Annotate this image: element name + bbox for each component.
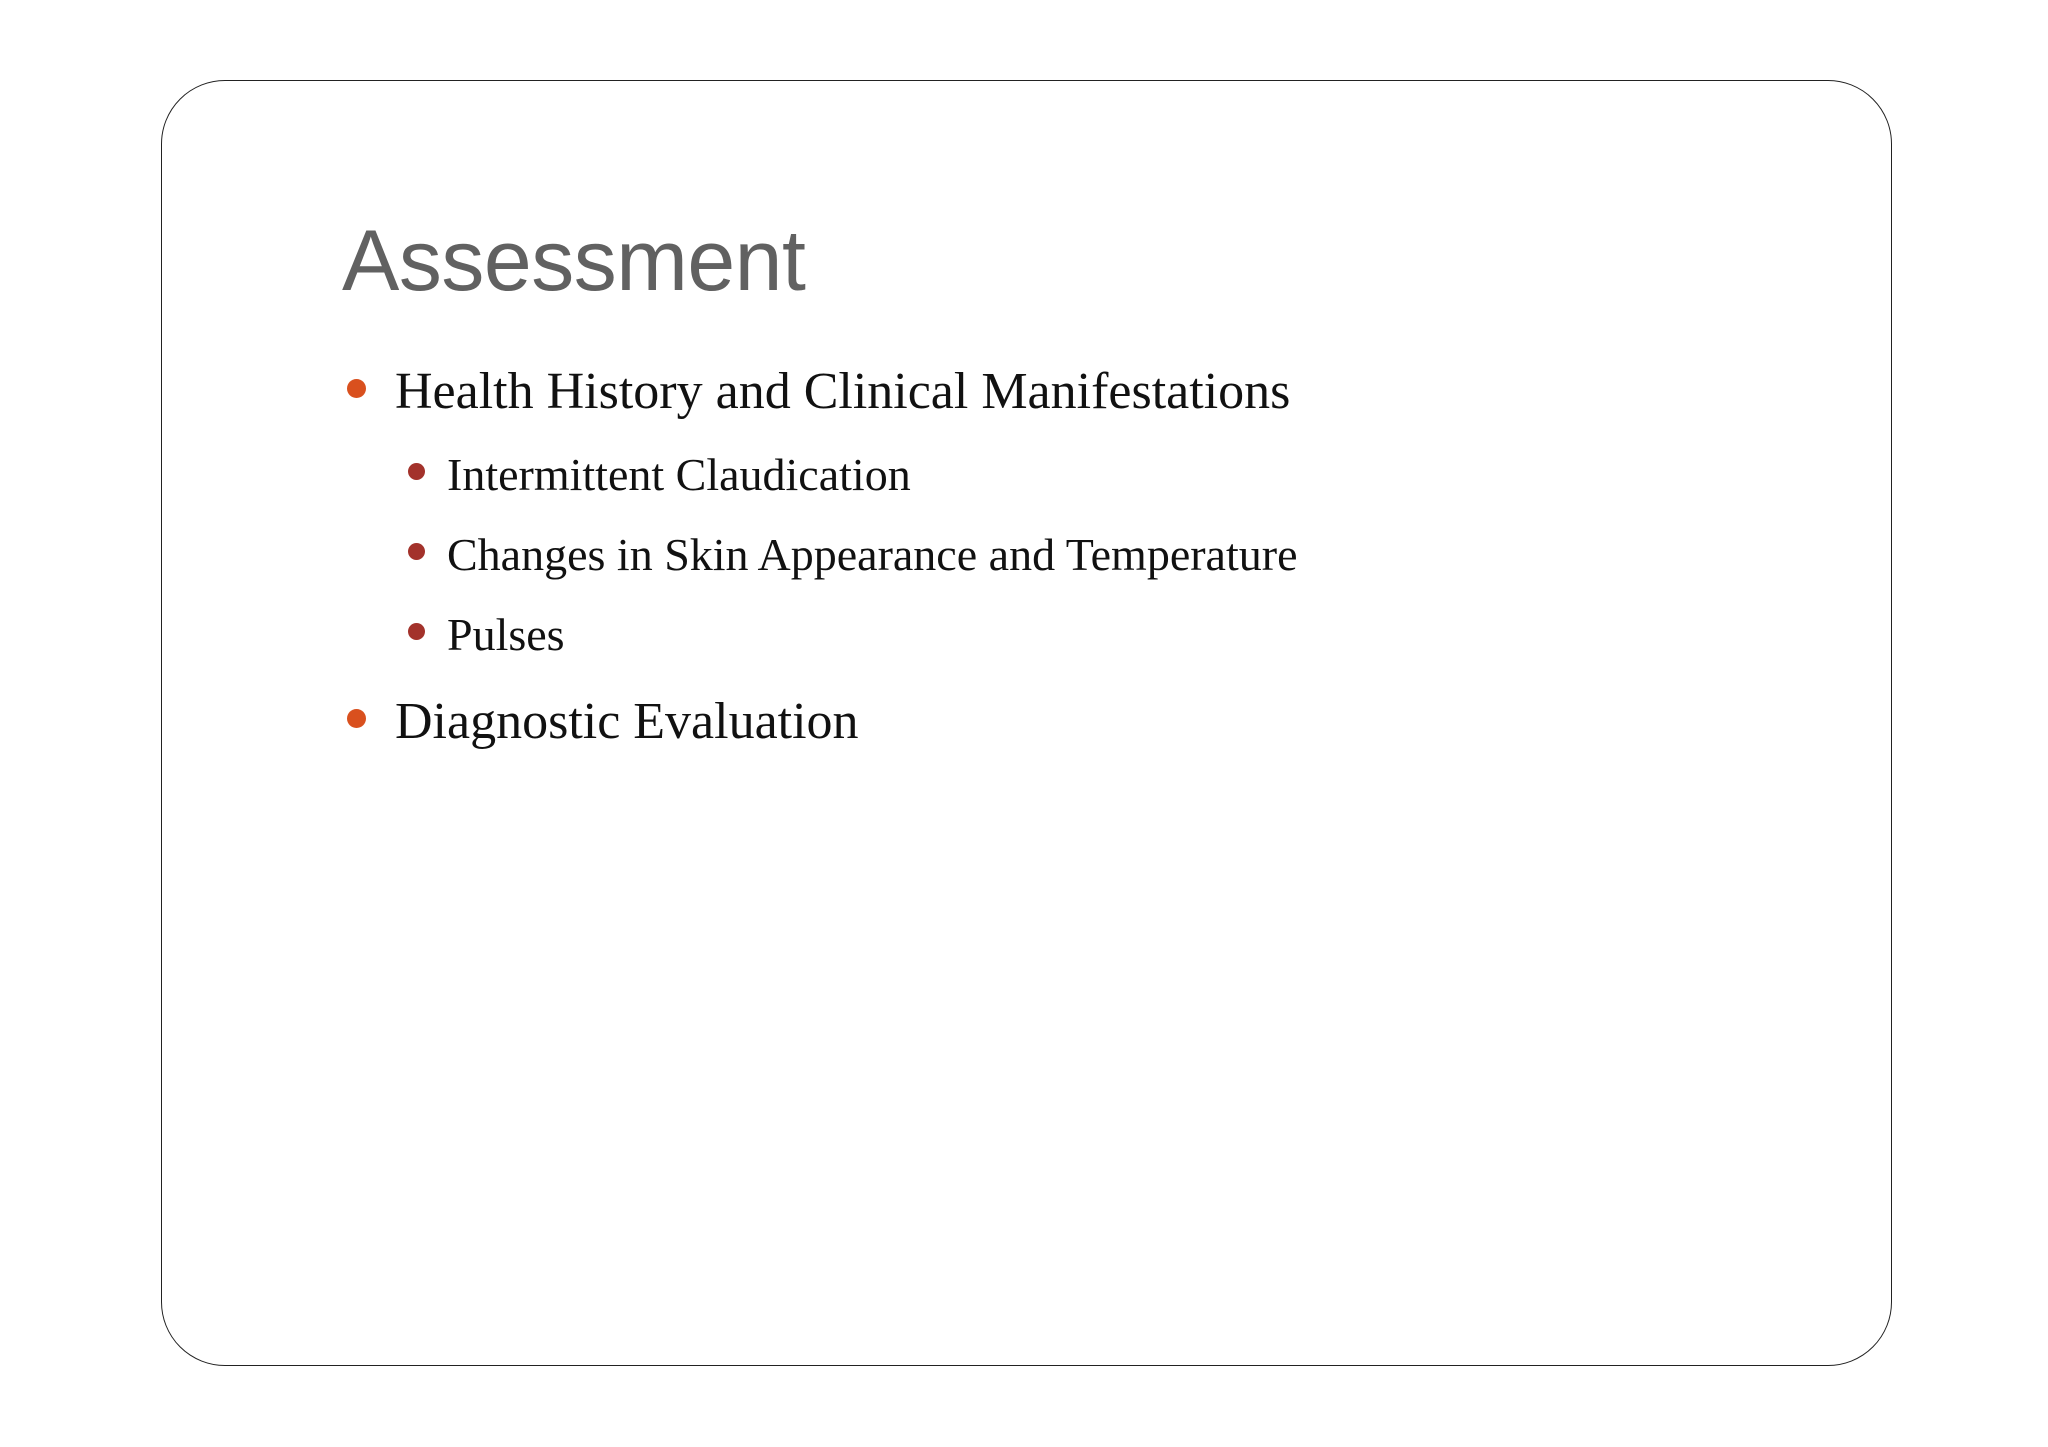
bullet-dot-icon	[347, 709, 366, 728]
sub-bullet-dot-icon	[408, 543, 425, 560]
sub-bullet-text: Changes in Skin Appearance and Temperature	[447, 528, 1298, 580]
bullet-diagnostic-evaluation	[342, 688, 1297, 754]
sub-bullet-text: Pulses	[447, 608, 565, 660]
sub-bullet-intermittent-claudication	[342, 444, 1297, 504]
sub-bullet-dot-icon	[408, 623, 425, 640]
bullet-text: Health History and Clinical Manifestations	[395, 362, 1291, 420]
sub-bullet-skin-changes	[342, 524, 1297, 584]
sub-bullet-dot-icon	[408, 463, 425, 480]
sub-bullet-pulses	[342, 604, 1297, 664]
sub-bullet-text: Intermittent Claudication	[447, 448, 911, 500]
bullet-dot-icon	[347, 379, 366, 398]
bullet-health-history	[342, 358, 1297, 424]
bullet-list	[342, 358, 1297, 754]
bullet-text: Diagnostic Evaluation	[395, 692, 859, 750]
slide-title: Assessment	[342, 213, 806, 309]
